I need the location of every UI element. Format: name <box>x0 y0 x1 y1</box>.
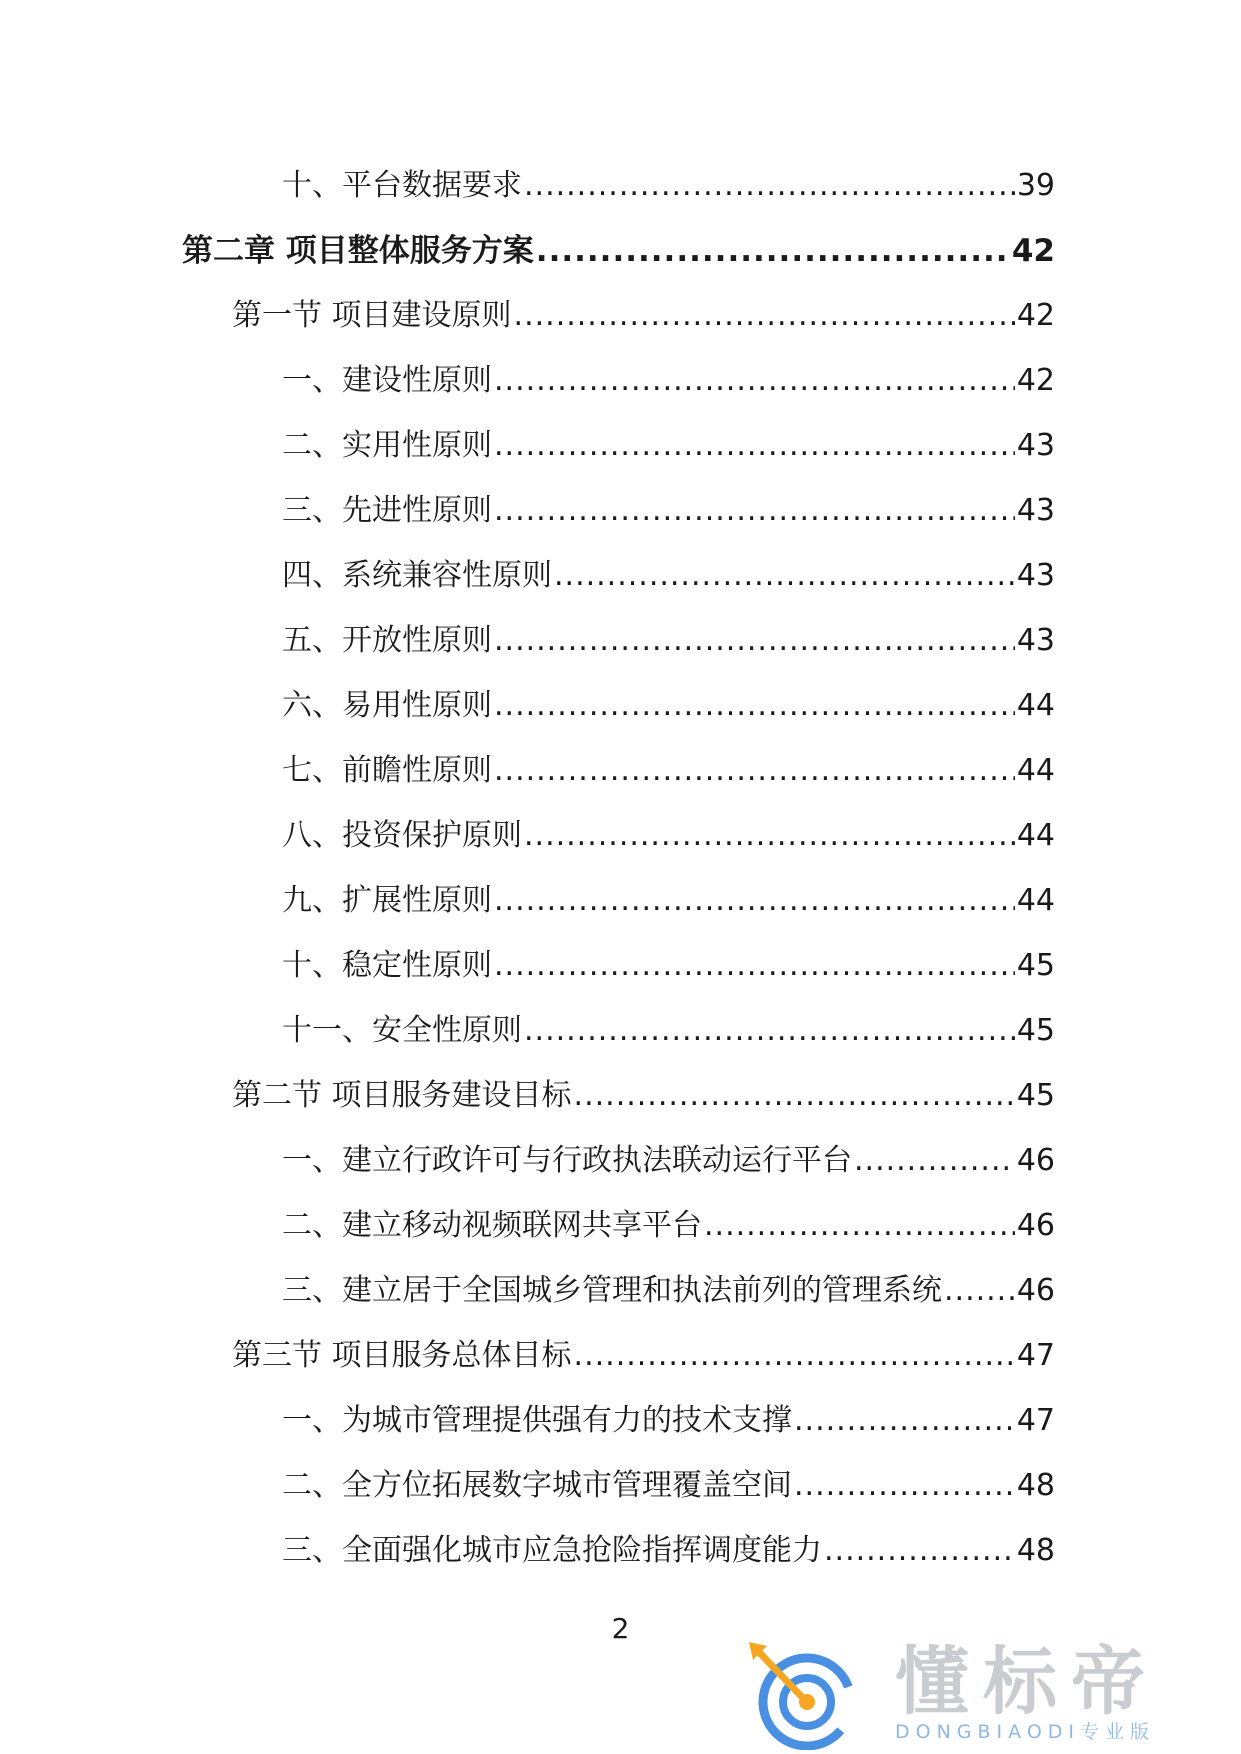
toc-page-number: 43 <box>1016 493 1055 528</box>
toc-page-number: 42 <box>1016 363 1055 398</box>
watermark <box>745 1640 1225 1750</box>
toc-entry[interactable] <box>0 810 1241 875</box>
toc-entry-title: 四、系统兼容性原则 <box>282 558 552 593</box>
toc-entry-title: 七、前瞻性原则 <box>282 753 492 788</box>
toc-entry[interactable] <box>0 745 1241 810</box>
toc-dot-leader <box>494 623 1015 658</box>
toc-entry[interactable] <box>0 355 1241 420</box>
toc-entry-title: 第一节 项目建设原则 <box>232 298 512 333</box>
toc-dot-leader <box>514 298 1015 333</box>
toc-entry-section[interactable] <box>0 1330 1241 1395</box>
toc-entry-title: 第二节 项目服务建设目标 <box>232 1078 572 1113</box>
table-of-contents <box>0 160 1241 1590</box>
toc-entry-title: 一、建设性原则 <box>282 363 492 398</box>
toc-dot-leader <box>494 493 1015 528</box>
toc-dot-leader <box>574 1338 1015 1373</box>
toc-entry-title: 六、易用性原则 <box>282 688 492 723</box>
toc-dot-leader <box>824 1533 1015 1568</box>
toc-dot-leader <box>536 233 1010 269</box>
toc-dot-leader <box>574 1078 1015 1113</box>
toc-entry-title: 三、先进性原则 <box>282 493 492 528</box>
toc-dot-leader <box>794 1403 1015 1438</box>
toc-entry-title: 三、建立居于全国城乡管理和执法前列的管理系统 <box>282 1273 942 1308</box>
toc-page-number: 47 <box>1016 1338 1055 1373</box>
toc-entry[interactable] <box>0 875 1241 940</box>
toc-page-number: 44 <box>1016 883 1055 918</box>
toc-page-number: 43 <box>1016 558 1055 593</box>
toc-page-number: 45 <box>1016 1013 1055 1048</box>
toc-entry[interactable] <box>0 615 1241 680</box>
toc-page-number: 46 <box>1016 1273 1055 1308</box>
toc-dot-leader <box>494 948 1015 983</box>
toc-page-number: 42 <box>1016 298 1055 333</box>
toc-dot-leader <box>554 558 1015 593</box>
toc-entry-title: 第二章 项目整体服务方案 <box>182 233 534 269</box>
toc-entry[interactable] <box>0 550 1241 615</box>
toc-entry[interactable] <box>0 1525 1241 1590</box>
target-arrow-logo-icon <box>745 1640 865 1750</box>
watermark-subtitle: DONGBIAODI专业版 <box>895 1721 1156 1743</box>
toc-entry[interactable] <box>0 160 1241 225</box>
toc-entry-title: 十、稳定性原则 <box>282 948 492 983</box>
toc-entry-title: 三、全面强化城市应急抢险指挥调度能力 <box>282 1533 822 1568</box>
toc-dot-leader <box>494 753 1015 788</box>
toc-dot-leader <box>794 1468 1015 1503</box>
toc-page-number: 42 <box>1011 233 1055 269</box>
toc-entry-title: 二、全方位拓展数字城市管理覆盖空间 <box>282 1468 792 1503</box>
toc-entry-title: 五、开放性原则 <box>282 623 492 658</box>
toc-page-number: 47 <box>1016 1403 1055 1438</box>
toc-dot-leader <box>494 688 1015 723</box>
toc-dot-leader <box>854 1143 1015 1178</box>
toc-entry-title: 一、建立行政许可与行政执法联动运行平台 <box>282 1143 852 1178</box>
toc-dot-leader <box>524 818 1015 853</box>
toc-entry-title: 二、建立移动视频联网共享平台 <box>282 1208 702 1243</box>
toc-page-number: 44 <box>1016 753 1055 788</box>
toc-entry-title: 一、为城市管理提供强有力的技术支撑 <box>282 1403 792 1438</box>
toc-entry[interactable] <box>0 420 1241 485</box>
toc-dot-leader <box>494 428 1015 463</box>
toc-entry-chapter[interactable] <box>0 225 1241 290</box>
toc-entry[interactable] <box>0 1200 1241 1265</box>
watermark-title: 懂标帝 <box>895 1639 1159 1725</box>
toc-entry-section[interactable] <box>0 1070 1241 1135</box>
toc-entry[interactable] <box>0 940 1241 1005</box>
toc-page-number: 48 <box>1016 1468 1055 1503</box>
toc-entry[interactable] <box>0 485 1241 550</box>
toc-dot-leader <box>704 1208 1015 1243</box>
toc-entry-title: 二、实用性原则 <box>282 428 492 463</box>
toc-page-number: 44 <box>1016 688 1055 723</box>
toc-page-number: 46 <box>1016 1143 1055 1178</box>
toc-page-number: 45 <box>1016 1078 1055 1113</box>
toc-page-number: 44 <box>1016 818 1055 853</box>
toc-entry-title: 第三节 项目服务总体目标 <box>232 1338 572 1373</box>
toc-entry[interactable] <box>0 1265 1241 1330</box>
toc-dot-leader <box>944 1273 1015 1308</box>
toc-entry-title: 十一、安全性原则 <box>282 1013 522 1048</box>
toc-page-number: 43 <box>1016 428 1055 463</box>
toc-dot-leader <box>494 363 1015 398</box>
toc-entry[interactable] <box>0 1135 1241 1200</box>
toc-page-number: 43 <box>1016 623 1055 658</box>
toc-page-number: 48 <box>1016 1533 1055 1568</box>
toc-entry-title: 十、平台数据要求 <box>282 168 522 203</box>
toc-page-number: 39 <box>1016 168 1055 203</box>
toc-entry[interactable] <box>0 680 1241 745</box>
toc-entry[interactable] <box>0 1005 1241 1070</box>
toc-page-number: 45 <box>1016 948 1055 983</box>
toc-dot-leader <box>524 1013 1015 1048</box>
toc-entry[interactable] <box>0 1395 1241 1460</box>
toc-dot-leader <box>524 168 1015 203</box>
toc-entry-section[interactable] <box>0 290 1241 355</box>
toc-entry-title: 八、投资保护原则 <box>282 818 522 853</box>
toc-dot-leader <box>494 883 1015 918</box>
toc-entry-title: 九、扩展性原则 <box>282 883 492 918</box>
page-number: 2 <box>611 1612 630 1645</box>
toc-page-number: 46 <box>1016 1208 1055 1243</box>
toc-entry[interactable] <box>0 1460 1241 1525</box>
